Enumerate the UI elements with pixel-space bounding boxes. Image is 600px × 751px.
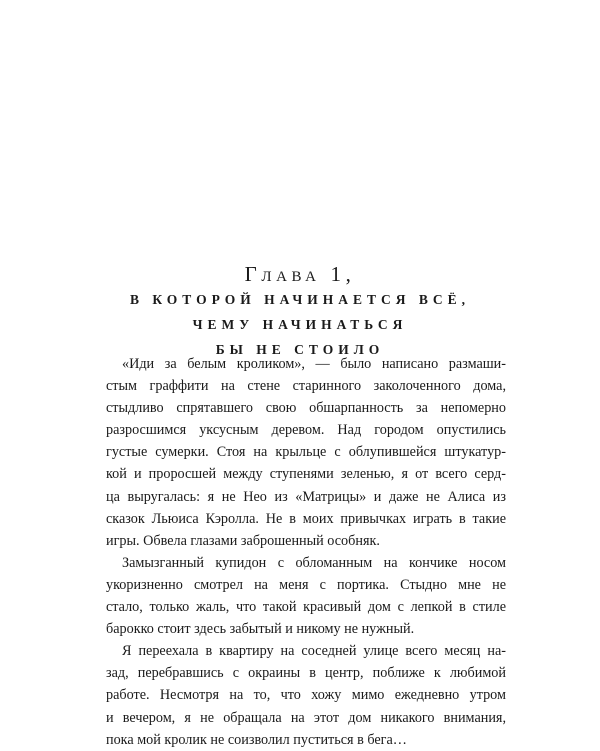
chapter-body-text: [106, 353, 506, 751]
text-line: кой и проросшей между ступенями зеленью, я от всего серд-: [106, 466, 506, 483]
text-line: укоризненно смотрел на меня с портика. Стыдно мне не: [106, 576, 506, 593]
text-line: игры. Обвела глазами заброшенный особняк.: [106, 532, 380, 549]
text-line: густые сумерки. Стоя на крыльце с облупившейся штукатур-: [106, 444, 506, 461]
text-line: Замызганный купидон с обломанным на кончике носом: [122, 554, 506, 571]
text-line: Я переехала в квартиру на соседней улице всего месяц на-: [122, 643, 506, 660]
chapter-subtitle-line: БЫ НЕ СТОИЛО: [215, 342, 385, 357]
text-line: работе. Несмотря на то, что хожу мимо ежедневно утром: [106, 687, 506, 704]
chapter-subtitle-line: В КОТОРОЙ НАЧИНАЕТСЯ ВСЁ,: [129, 292, 471, 307]
text-line: стым граффити на стене старинного заколоченного дома,: [106, 378, 506, 395]
text-line: сказок Льюиса Кэролла. Не в моих привычках играть в такие: [106, 510, 506, 527]
text-line: зад, перебравшись с окраины в центр, поближе к любимой: [106, 665, 506, 682]
text-line: стыдливо спрятавшего свою обшарпанность за непомерно: [106, 400, 506, 417]
text-line: разросшимся уксусным деревом. Над городом опустились: [106, 422, 506, 439]
text-line: барокко стоит здесь забытый и никому не нужный.: [106, 621, 415, 638]
chapter-number: Глава 1,: [244, 262, 356, 286]
text-line: ца выругалась: я не Нео из «Матрицы» и даже не Алиса из: [106, 488, 506, 505]
text-line: и вечером, я не обращала на этот дом никакого внимания,: [106, 709, 506, 726]
chapter-subtitle-line: ЧЕМУ НАЧИНАТЬСЯ: [192, 317, 408, 332]
text-line: «Иди за белым кроликом», — было написано размаши-: [122, 356, 506, 372]
chapter-heading: [0, 262, 600, 361]
text-line: стало, только жаль, что такой красивый дом с лепкой в стиле: [106, 599, 506, 616]
text-line: пока мой кролик не соизволил пуститься в бега…: [106, 731, 407, 748]
